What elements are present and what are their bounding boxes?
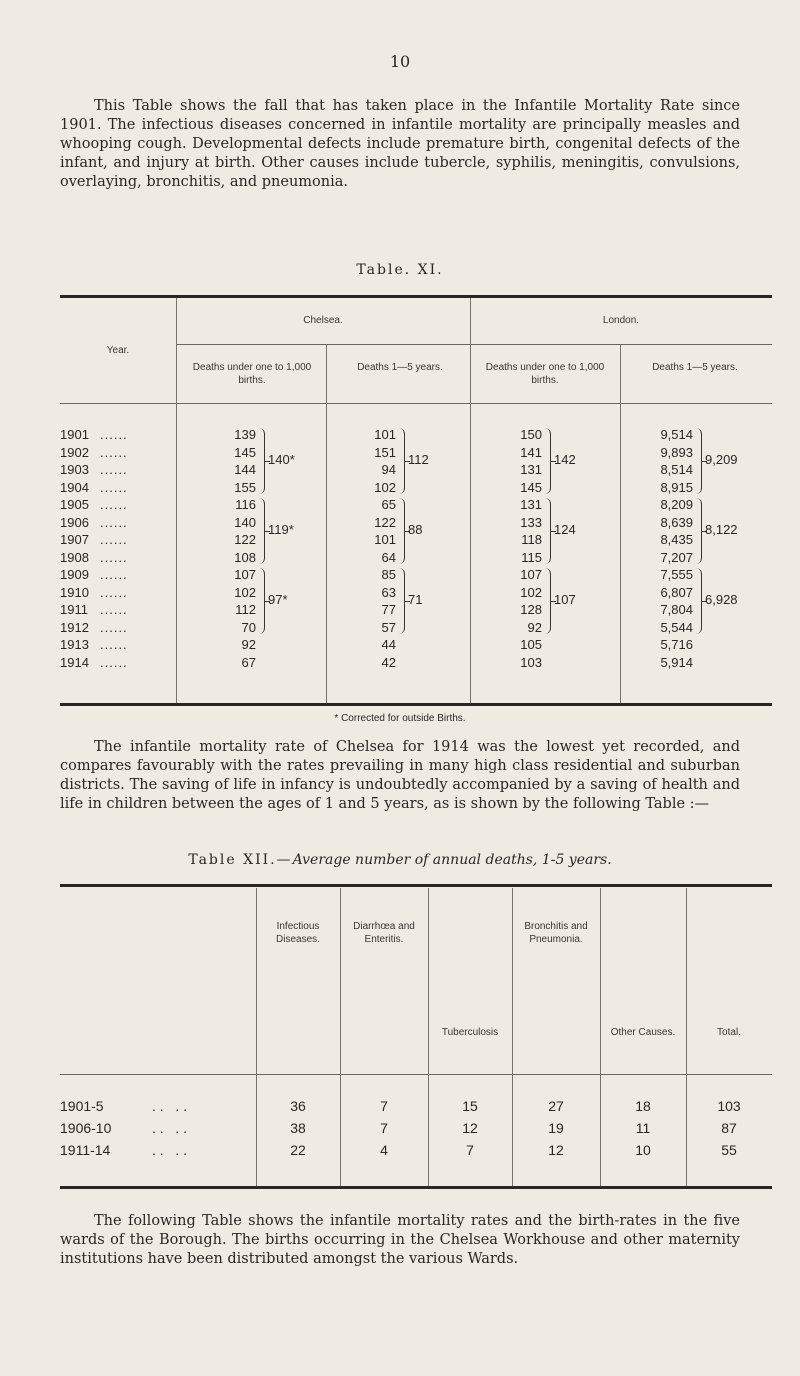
table-xii-header: Tuberculosis	[441, 1027, 499, 1038]
value-cell-l1: 103	[520, 654, 542, 670]
table-xii-value: 36	[290, 1098, 306, 1114]
value-cell-c2: 101	[374, 532, 396, 547]
value-cell-c1: 92	[241, 637, 256, 652]
value-cell-l1: 115	[521, 549, 542, 565]
value-cell-c2: 65	[381, 497, 396, 512]
year-cell: 1909	[60, 567, 89, 582]
table-xii-title-lead: Table XII.—	[188, 852, 293, 868]
year-cell: 1908	[60, 549, 89, 565]
value-cell-l2: 6,807	[660, 584, 693, 600]
value-cell-c2: 85	[381, 567, 396, 582]
year-cell: 1903	[60, 462, 89, 477]
table-xii-title	[0, 852, 800, 868]
leader-dots: ......	[100, 462, 128, 477]
table-xii-value: 12	[548, 1142, 564, 1158]
value-cell-c2: 122	[374, 514, 396, 530]
year-cell: 1914	[60, 654, 89, 670]
table-xii-value: 11	[635, 1120, 651, 1136]
value-cell-l1: 105	[520, 637, 542, 652]
group-average-l2: 6,928	[705, 592, 738, 607]
value-cell-l1: 118	[521, 532, 542, 547]
table-xii-value: 7	[380, 1098, 388, 1114]
leader-dots: ......	[100, 619, 128, 635]
leader-dots: ......	[100, 602, 128, 617]
group-average-c1: 119*	[268, 522, 294, 537]
value-cell-l2: 8,209	[660, 497, 693, 512]
group-average-c2: 112	[408, 452, 429, 467]
value-cell-c1: 144	[234, 462, 256, 477]
table-xi-header-rule	[60, 403, 772, 404]
leader-dots: . . . .	[152, 1120, 188, 1136]
group-average-c1: 97*	[268, 592, 288, 607]
value-cell-c2: 94	[381, 462, 396, 477]
group-average-l1: 107	[554, 592, 576, 607]
table-xii-value: 10	[635, 1142, 651, 1158]
table-xi-title: Table. XI.	[356, 262, 444, 278]
value-cell-c2: 64	[381, 549, 396, 565]
value-cell-l2: 9,514	[660, 427, 693, 442]
leader-dots: ......	[100, 567, 128, 582]
closing-paragraph: The following Table shows the infantile mortality rates and the birth-rates in the five wards of the Borough. The births occurring in the Chelsea Workhouse and other maternity institutions have been distributed amongst the various Wards.	[60, 1213, 740, 1267]
year-cell: 1913	[60, 637, 89, 652]
year-cell: 1901	[60, 427, 89, 442]
leader-dots: ......	[100, 479, 128, 495]
value-cell-l2: 9,893	[660, 444, 693, 460]
table-xii-row-label: 1906-10	[60, 1120, 112, 1136]
year-cell: 1904	[60, 479, 89, 495]
leader-dots: ......	[100, 427, 128, 442]
table-xii-row-label: 1911-14	[60, 1142, 111, 1158]
group-average-c2: 88	[408, 522, 423, 537]
value-cell-l2: 7,207	[660, 549, 693, 565]
table-xi-divider	[176, 298, 177, 703]
header-london-under-one: Deaths under one to 1,000 births.	[485, 362, 605, 386]
table-xii-value: 15	[462, 1098, 478, 1114]
value-cell-c1: 155	[234, 479, 256, 495]
year-cell: 1911	[60, 602, 88, 617]
group-average-l1: 142	[554, 452, 576, 467]
value-cell-c1: 108	[234, 549, 256, 565]
table-xi-mid-rule	[176, 344, 772, 345]
year-cell: 1902	[60, 444, 89, 460]
group-average-c1: 140*	[268, 452, 295, 467]
table-xi-divider	[470, 298, 471, 703]
header-chelsea-under-one: Deaths under one to 1,000 births.	[192, 362, 312, 386]
value-cell-c1: 112	[235, 602, 256, 617]
table-xii-header: Bronchitis and Pneumonia.	[524, 921, 588, 945]
table-xi-footnote: * Corrected for outside Births.	[334, 713, 466, 724]
leader-dots: ......	[100, 637, 128, 652]
value-cell-l2: 8,435	[660, 532, 693, 547]
table-xii-header: Diarrhœa and Enteritis.	[353, 921, 415, 945]
value-cell-l2: 5,716	[660, 637, 693, 652]
year-cell: 1906	[60, 514, 89, 530]
leader-dots: ......	[100, 532, 128, 547]
value-cell-c1: 122	[234, 532, 256, 547]
value-cell-c1: 139	[234, 427, 256, 442]
value-cell-l1: 107	[520, 567, 542, 582]
table-xi-divider	[326, 345, 327, 703]
value-cell-l2: 5,914	[660, 654, 693, 670]
value-cell-l1: 92	[527, 619, 542, 635]
value-cell-l2: 8,639	[660, 514, 693, 530]
leader-dots: . . . .	[152, 1098, 188, 1114]
table-xii-value: 7	[380, 1120, 388, 1136]
leader-dots: ......	[100, 444, 128, 460]
header-london-one-five: Deaths 1—5 years.	[652, 362, 738, 373]
header-chelsea-one-five: Deaths 1—5 years.	[357, 362, 443, 373]
leader-dots: ......	[100, 497, 128, 512]
table-xii-value: 87	[721, 1120, 737, 1136]
value-cell-c1: 102	[234, 584, 256, 600]
year-cell: 1910	[60, 584, 89, 600]
leader-dots: ......	[100, 584, 128, 600]
group-average-l2: 8,122	[705, 522, 738, 537]
middle-paragraph: The infantile mortality rate of Chelsea for 1914 was the lowest yet recorded, and compares favourably with the rates prevailing in many high class residential and suburban districts. The saving of life in infancy is undoubtedly accompanied by a saving of health and life in children between the ages of 1 and 5 years, as is shown by the following Table :—	[60, 739, 740, 812]
value-cell-l2: 8,514	[660, 462, 693, 477]
value-cell-c1: 70	[241, 619, 256, 635]
year-cell: 1912	[60, 619, 89, 635]
leader-dots: . . . .	[152, 1142, 188, 1158]
value-cell-c1: 67	[241, 654, 256, 670]
value-cell-l2: 7,555	[660, 567, 693, 582]
value-cell-c2: 44	[381, 637, 396, 652]
value-cell-c2: 57	[381, 619, 396, 635]
table-xi-bottom-rule	[60, 703, 772, 706]
table-xii-value: 19	[548, 1120, 564, 1136]
value-cell-l1: 131	[520, 462, 542, 477]
table-xii-header: Other Causes.	[610, 1027, 676, 1038]
value-cell-c1: 107	[234, 567, 256, 582]
value-cell-c1: 140	[234, 514, 256, 530]
table-xii-value: 7	[466, 1142, 474, 1158]
table-xi-divider	[620, 345, 621, 703]
value-cell-l1: 128	[520, 602, 542, 617]
table-xii-bottom-rule	[60, 1186, 772, 1189]
value-cell-l2: 7,804	[660, 602, 693, 617]
value-cell-c1: 145	[234, 444, 256, 460]
value-cell-c2: 101	[374, 427, 396, 442]
value-cell-l1: 141	[520, 444, 542, 460]
header-london: London.	[602, 315, 640, 326]
table-xii-header: Infectious Diseases.	[276, 921, 320, 945]
table-xii-value: 27	[548, 1098, 564, 1114]
value-cell-l1: 150	[520, 427, 542, 442]
table-xi-top-rule	[60, 295, 772, 298]
year-cell: 1905	[60, 497, 89, 512]
group-average-c2: 71	[408, 592, 423, 607]
year-cell: 1907	[60, 532, 89, 547]
value-cell-c2: 102	[374, 479, 396, 495]
table-xii-header-rule	[60, 1074, 772, 1075]
value-cell-c1: 116	[235, 497, 256, 512]
intro-paragraph: This Table shows the fall that has taken place in the Infantile Mortality Rate since 1901. The infectious diseases concerned in infantile mortality are principally measles and whooping cough. Developmental defects include premature birth, congenital defects of the infant, and injury at birth. Other causes include tubercle, syphilis, meningitis, convulsions, overlaying, bronchitis, and pneumonia.	[60, 98, 740, 190]
value-cell-l2: 8,915	[660, 479, 693, 495]
value-cell-c2: 42	[381, 654, 396, 670]
table-xii-value: 4	[380, 1142, 388, 1158]
table-xii-row-label: 1901-5	[60, 1098, 104, 1114]
leader-dots: ......	[100, 514, 128, 530]
leader-dots: ......	[100, 549, 128, 565]
value-cell-l1: 145	[520, 479, 542, 495]
group-average-l2: 9,209	[705, 452, 738, 467]
table-xii-value: 38	[290, 1120, 306, 1136]
value-cell-l1: 133	[520, 514, 542, 530]
value-cell-c2: 63	[381, 584, 396, 600]
table-xii-value: 22	[290, 1142, 306, 1158]
group-average-l1: 124	[554, 522, 576, 537]
header-chelsea: Chelsea.	[303, 315, 343, 326]
value-cell-l1: 131	[520, 497, 542, 512]
value-cell-c2: 151	[374, 444, 396, 460]
value-cell-c2: 77	[381, 602, 396, 617]
value-cell-l1: 102	[520, 584, 542, 600]
table-xii-header: Total.	[717, 1027, 741, 1038]
table-xii-value: 103	[717, 1098, 741, 1114]
table-xii-title-text: Average number of annual deaths, 1-5 years.	[292, 852, 612, 868]
header-year: Year.	[106, 345, 130, 356]
leader-dots: ......	[100, 654, 128, 670]
table-xii-value: 18	[635, 1098, 651, 1114]
table-xii-value: 12	[462, 1120, 478, 1136]
value-cell-l2: 5,544	[660, 619, 693, 635]
table-xii-top-rule	[60, 884, 772, 887]
table-xii-value: 55	[721, 1142, 737, 1158]
page-number: 10	[389, 52, 411, 71]
